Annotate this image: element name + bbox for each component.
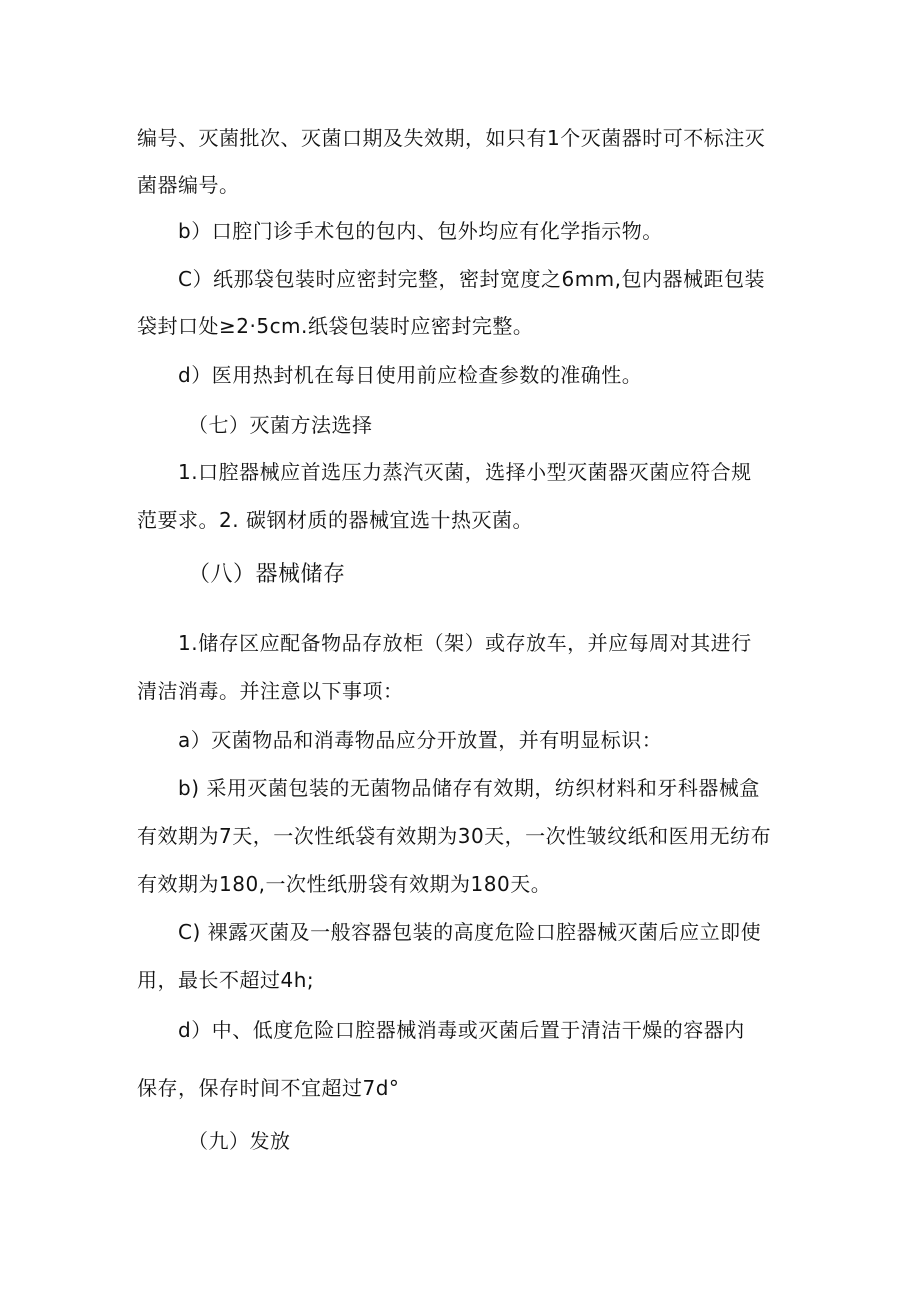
paragraph-line: 保存，保存时间不宜超过7d° bbox=[137, 1076, 400, 1100]
paragraph-line: 编号、灭菌批次、灭菌口期及失效期，如只有1个灭菌器时可不标注灭 bbox=[137, 126, 766, 150]
list-item-b: b) 采用灭菌包装的无菌物品储存有效期，纺织材料和牙科器械盒 bbox=[178, 776, 760, 800]
paragraph-line: 有效期为180,一次性纸册袋有效期为180天。 bbox=[137, 872, 552, 896]
section-heading-7: （七）灭菌方法选择 bbox=[188, 413, 373, 437]
paragraph-line: 袋封口处≥2·5cm.纸袋包装时应密封完整。 bbox=[137, 314, 534, 338]
paragraph-line: 1.储存区应配备物品存放柜（架）或存放车，并应每周对其进行 bbox=[178, 631, 752, 655]
list-item-d: d）医用热封机在每日使用前应检查参数的准确性。 bbox=[178, 363, 643, 387]
section-heading-9: （九）发放 bbox=[188, 1129, 291, 1153]
paragraph-line: 清洁消毒。并注意以下事项： bbox=[137, 679, 404, 703]
list-item-c: C）纸那袋包装时应密封完整，密封宽度之6mm,包内器械距包装 bbox=[178, 267, 766, 291]
paragraph-line: 用，最长不超过4h; bbox=[137, 968, 315, 992]
paragraph-line: 范要求。2. 碳钢材质的器械宜选十热灭菌。 bbox=[137, 508, 533, 532]
paragraph-line: 菌器编号。 bbox=[137, 173, 240, 197]
paragraph-line: 1.口腔器械应首选压力蒸汽灭菌，选择小型灭菌器灭菌应符合规 bbox=[178, 460, 752, 484]
list-item-d: d）中、低度危险口腔器械消毒或灭菌后置于清洁干燥的容器内 bbox=[178, 1018, 745, 1042]
list-item-b: b）口腔门诊手术包的包内、包外均应有化学指示物。 bbox=[178, 219, 663, 243]
paragraph-line: 有效期为7天，一次性纸袋有效期为30天，一次性皱纹纸和医用无纺布 bbox=[137, 824, 772, 848]
list-item-c: C) 裸露灭菌及一般容器包装的高度危险口腔器械灭菌后应立即使 bbox=[178, 920, 762, 944]
list-item-a: a）灭菌物品和消毒物品应分开放置，并有明显标识： bbox=[178, 728, 663, 752]
section-heading-8: （八）器械储存 bbox=[188, 562, 346, 587]
